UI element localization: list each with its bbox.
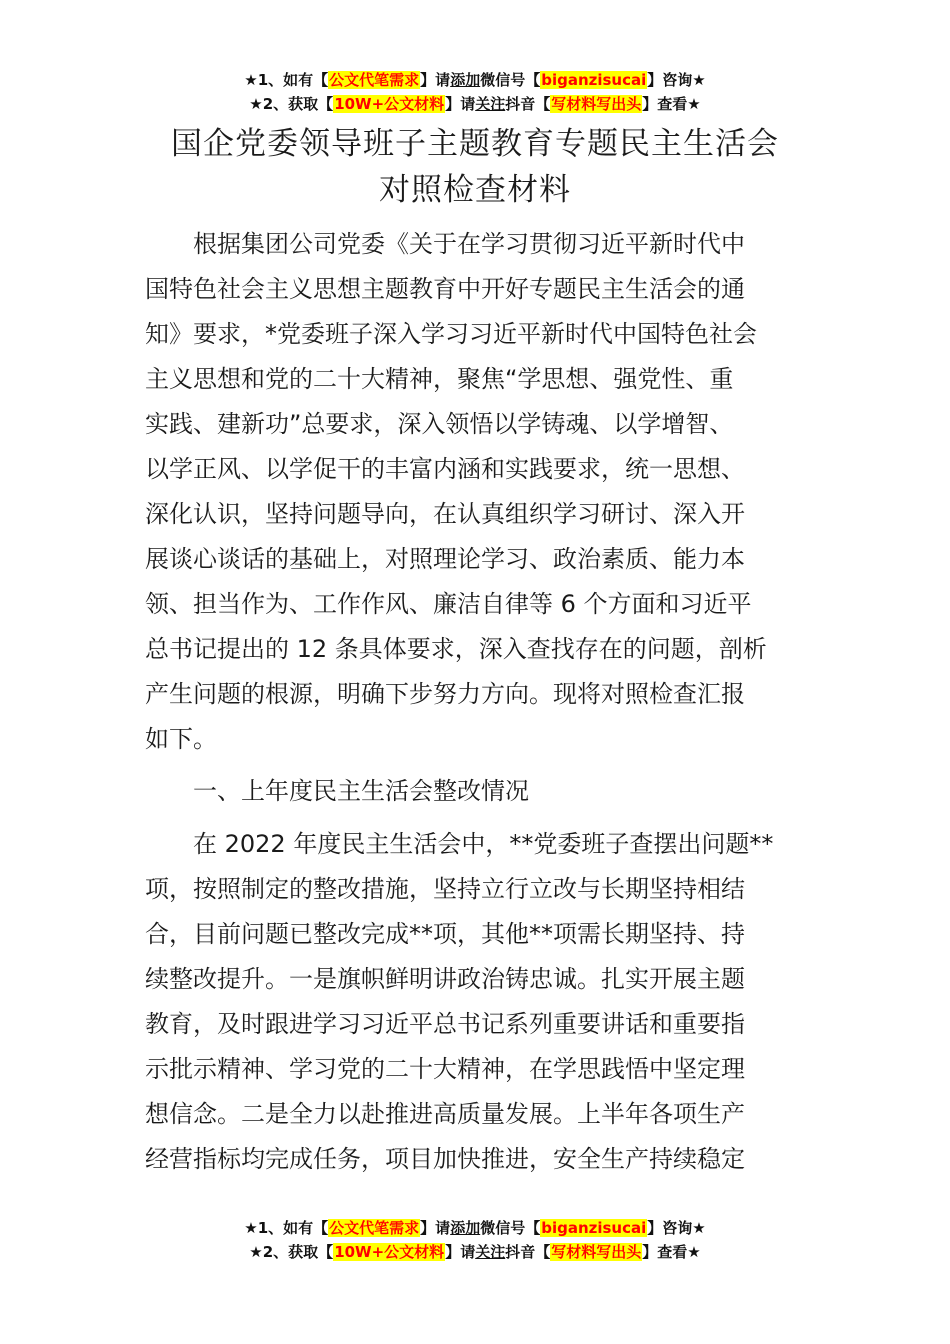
banner-text: 抖音【: [505, 95, 551, 113]
banner-highlight: 公文代笔需求: [329, 1219, 420, 1237]
banner-text: 】请: [420, 71, 451, 89]
body-line: 展谈心谈话的基础上，对照理论学习、政治素质、能力本: [145, 545, 745, 573]
body-line: 经营指标均完成任务，项目加快推进，安全生产持续稳定: [145, 1145, 745, 1173]
banner-text: 】咨询★: [647, 1219, 706, 1237]
banner-text: 】查看★: [642, 95, 701, 113]
body-line: 领、担当作为、工作作风、廉洁自律等 6 个方面和习近平: [145, 590, 752, 618]
banner-highlight: 公文代笔需求: [329, 71, 420, 89]
banner-text: 微信号【: [480, 71, 541, 89]
banner-highlight: biganzisucai: [541, 1219, 647, 1237]
body-line: 知》要求，*党委班子深入学习习近平新时代中国特色社会: [145, 320, 757, 348]
banner-text: 】请: [445, 95, 476, 113]
banner-text: 】请: [445, 1243, 476, 1261]
banner-highlight: 10W+公文材料: [334, 1243, 445, 1261]
banner-text: ★1、如有【: [244, 1219, 329, 1237]
body-line: 深化认识，坚持问题导向，在认真组织学习研讨、深入开: [145, 500, 745, 528]
banner-text: 抖音【: [505, 1243, 551, 1261]
banner-text: ★1、如有【: [244, 71, 329, 89]
document-title: 国企党委领导班子主题教育专题民主生活会: [171, 126, 779, 162]
header-banner: [0, 68, 950, 116]
banner-highlight: 10W+公文材料: [334, 95, 445, 113]
body-line: 总书记提出的 12 条具体要求，深入查找存在的问题，剖析: [145, 635, 767, 663]
body-line: 合，目前问题已整改完成**项，其他**项需长期坚持、持: [145, 920, 745, 948]
banner-underline: 关注: [475, 1243, 506, 1261]
body-line: 主义思想和党的二十大精神，聚焦“学思想、强党性、重: [145, 365, 734, 393]
banner-highlight: 写材料写出头: [551, 1243, 642, 1261]
body-line: 在 2022 年度民主生活会中，**党委班子查摆出问题**: [145, 830, 774, 858]
body-line: 产生问题的根源，明确下步努力方向。现将对照检查汇报: [145, 680, 745, 708]
body-line: 如下。: [145, 725, 217, 753]
banner-highlight: biganzisucai: [541, 71, 647, 89]
body-line: 教育，及时跟进学习习近平总书记系列重要讲话和重要指: [145, 1010, 745, 1038]
body-line: 以学正风、以学促干的丰富内涵和实践要求，统一思想、: [145, 455, 745, 483]
body-line: 根据集团公司党委《关于在学习贯彻习近平新时代中: [145, 230, 745, 258]
body-line: 项，按照制定的整改措施，坚持立行立改与长期坚持相结: [145, 875, 745, 903]
banner-line-1: [0, 68, 950, 92]
body-line: 想信念。二是全力以赴推进高质量发展。上半年各项生产: [145, 1100, 745, 1128]
banner-highlight: 写材料写出头: [551, 95, 642, 113]
banner-line-1: [0, 1216, 950, 1240]
body-line: 实践、建新功”总要求，深入领悟以学铸魂、以学增智、: [145, 410, 734, 438]
banner-text: ★2、获取【: [249, 1243, 334, 1261]
banner-underline: 添加: [450, 1219, 481, 1237]
banner-line-2: [0, 1240, 950, 1264]
banner-text: 微信号【: [480, 1219, 541, 1237]
banner-text: 】查看★: [642, 1243, 701, 1261]
footer-banner: [0, 1216, 950, 1264]
banner-text: ★2、获取【: [249, 95, 334, 113]
banner-text: 】咨询★: [647, 71, 706, 89]
banner-text: 】请: [420, 1219, 451, 1237]
document-subtitle: 对照检查材料: [379, 172, 571, 208]
banner-underline: 关注: [475, 95, 506, 113]
body-line: 示批示精神、学习党的二十大精神，在学思践悟中坚定理: [145, 1055, 745, 1083]
banner-underline: 添加: [450, 71, 481, 89]
section-heading: 一、上年度民主生活会整改情况: [145, 777, 529, 805]
body-line: 续整改提升。一是旗帜鲜明讲政治铸忠诚。扎实开展主题: [145, 965, 745, 993]
banner-line-2: [0, 92, 950, 116]
body-line: 国特色社会主义思想主题教育中开好专题民主生活会的通: [145, 275, 745, 303]
